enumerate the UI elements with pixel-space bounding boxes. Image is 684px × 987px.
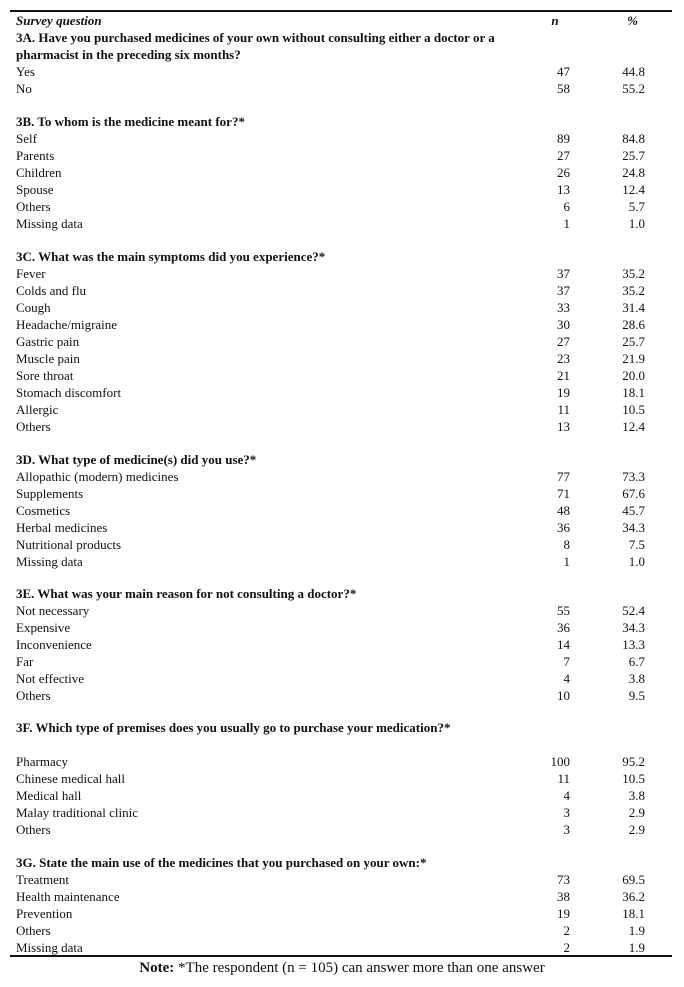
table-row	[0, 602, 684, 619]
row-label: Cough	[16, 300, 51, 315]
row-percent: 3.8	[628, 788, 645, 803]
row-label: Not necessary	[16, 603, 90, 618]
table-row	[0, 502, 684, 519]
row-n: 10	[557, 688, 570, 703]
row-n: 4	[563, 671, 570, 686]
row-label: Gastric pain	[16, 334, 80, 349]
row-n: 7	[563, 654, 570, 669]
row-n: 4	[563, 788, 570, 803]
row-percent: 10.5	[622, 771, 645, 786]
row-label: Malay traditional clinic	[16, 805, 139, 820]
row-n: 6	[563, 199, 570, 214]
row-label: Fever	[16, 266, 46, 281]
row-n: 58	[557, 81, 570, 96]
table-row	[0, 265, 684, 282]
row-n: 8	[563, 537, 570, 552]
row-label: Children	[16, 165, 62, 180]
row-n: 1	[563, 554, 570, 569]
table-row	[0, 619, 684, 636]
table-row	[0, 468, 684, 485]
row-percent: 52.4	[622, 603, 645, 618]
row-n: 36	[557, 620, 570, 635]
row-n: 11	[557, 771, 570, 786]
row-n: 13	[557, 182, 570, 197]
row-percent: 12.4	[622, 182, 645, 197]
table-row	[0, 333, 684, 350]
row-percent: 45.7	[622, 503, 645, 518]
row-percent: 1.0	[628, 554, 645, 569]
row-label: Colds and flu	[16, 283, 87, 298]
row-percent: 34.3	[622, 620, 645, 635]
row-label: Cosmetics	[16, 503, 71, 518]
table-row	[0, 553, 684, 570]
row-label: Self	[16, 131, 37, 146]
row-label: Nutritional products	[16, 537, 122, 552]
row-n: 73	[557, 872, 570, 887]
row-label: Sore throat	[16, 368, 74, 383]
table-row	[0, 888, 684, 905]
row-label: Chinese medical hall	[16, 771, 126, 786]
row-n: 89	[557, 131, 570, 146]
table-row	[0, 80, 684, 97]
row-percent: 73.3	[622, 469, 645, 484]
row-percent: 6.7	[628, 654, 645, 669]
table-row	[0, 536, 684, 553]
question-title: 3F. Which type of premises does you usually go to purchase your medication?*	[16, 720, 451, 735]
table-row	[0, 687, 684, 704]
header-question: Survey question	[16, 13, 102, 28]
row-n: 13	[557, 419, 570, 434]
row-label: Medical hall	[16, 788, 82, 803]
table-row	[0, 384, 684, 401]
row-label: Missing data	[16, 554, 83, 569]
question-title: 3B. To whom is the medicine meant for?*	[16, 114, 245, 129]
table-row	[0, 804, 684, 821]
row-n: 3	[563, 805, 570, 820]
row-n: 38	[557, 889, 570, 904]
row-label: Others	[16, 688, 51, 703]
table-row	[0, 316, 684, 333]
row-n: 2	[563, 923, 570, 938]
table-row	[0, 905, 684, 922]
row-percent: 20.0	[622, 368, 645, 383]
table-row	[0, 164, 684, 181]
row-n: 33	[557, 300, 570, 315]
table-row	[0, 787, 684, 804]
table-row	[0, 299, 684, 316]
row-n: 26	[557, 165, 570, 180]
row-n: 100	[550, 754, 570, 769]
row-n: 47	[557, 64, 570, 79]
table-row	[0, 753, 684, 770]
row-percent: 18.1	[622, 906, 645, 921]
row-percent: 10.5	[622, 402, 645, 417]
question-title: 3G. State the main use of the medicines that you purchased on your own:*	[16, 855, 427, 870]
row-n: 27	[557, 334, 570, 349]
row-label: Headache/migraine	[16, 317, 118, 332]
table-row	[0, 367, 684, 384]
row-label: Allopathic (modern) medicines	[16, 469, 179, 484]
row-percent: 84.8	[622, 131, 645, 146]
table-row	[0, 130, 684, 147]
row-percent: 12.4	[622, 419, 645, 434]
row-percent: 31.4	[622, 300, 645, 315]
table-row	[0, 282, 684, 299]
question-title: 3C. What was the main symptoms did you experience?*	[16, 249, 326, 264]
table-header	[0, 12, 684, 29]
row-n: 27	[557, 148, 570, 163]
note-label: Note:	[139, 960, 175, 976]
table-row	[0, 215, 684, 232]
header-n: n	[551, 13, 559, 28]
row-label: Prevention	[16, 906, 73, 921]
row-n: 30	[557, 317, 570, 332]
table-row	[0, 418, 684, 435]
row-percent: 35.2	[622, 283, 645, 298]
row-percent: 2.9	[628, 822, 645, 837]
row-label: Parents	[16, 148, 55, 163]
row-n: 36	[557, 520, 570, 535]
row-percent: 55.2	[622, 81, 645, 96]
row-percent: 1.9	[628, 923, 645, 938]
row-label: Not effective	[16, 671, 84, 686]
row-n: 48	[557, 503, 570, 518]
row-n: 1	[563, 216, 570, 231]
table-row	[0, 485, 684, 502]
row-n: 77	[557, 469, 570, 484]
row-n: 37	[557, 283, 570, 298]
row-percent: 25.7	[622, 334, 645, 349]
row-n: 19	[557, 385, 570, 400]
row-n: 37	[557, 266, 570, 281]
row-percent: 69.5	[622, 872, 645, 887]
row-n: 11	[557, 402, 570, 417]
table-note	[0, 958, 684, 978]
table-row	[0, 922, 684, 939]
row-percent: 9.5	[628, 688, 645, 703]
row-percent: 18.1	[622, 385, 645, 400]
row-percent: 28.6	[622, 317, 645, 332]
row-label: Others	[16, 923, 51, 938]
row-label: Yes	[16, 64, 35, 79]
row-n: 14	[557, 637, 570, 652]
table-row	[0, 939, 684, 956]
row-percent: 2.9	[628, 805, 645, 820]
row-label: Health maintenance	[16, 889, 120, 904]
row-percent: 95.2	[622, 754, 645, 769]
table-row	[0, 181, 684, 198]
row-label: Others	[16, 199, 51, 214]
row-percent: 7.5	[628, 537, 645, 552]
row-label: Expensive	[16, 620, 71, 635]
row-percent: 13.3	[622, 637, 645, 652]
table-row	[0, 519, 684, 536]
table-row	[0, 147, 684, 164]
row-label: No	[16, 81, 32, 96]
row-label: Missing data	[16, 216, 83, 231]
row-label: Others	[16, 822, 51, 837]
row-label: Stomach discomfort	[16, 385, 122, 400]
table-row	[0, 653, 684, 670]
row-label: Far	[16, 654, 34, 669]
header-percent: %	[627, 13, 638, 28]
row-label: Missing data	[16, 940, 83, 955]
table-bottom-rule	[10, 955, 672, 957]
table-row	[0, 401, 684, 418]
table-row	[0, 636, 684, 653]
row-n: 23	[557, 351, 570, 366]
row-percent: 36.2	[622, 889, 645, 904]
table-row	[0, 770, 684, 787]
row-percent: 67.6	[622, 486, 645, 501]
row-label: Muscle pain	[16, 351, 80, 366]
row-percent: 1.0	[628, 216, 645, 231]
row-label: Inconvenience	[16, 637, 92, 652]
question-title: 3A. Have you purchased medicines of your own without consulting either a doctor or a pharmacist in the preceding six months?	[16, 30, 495, 62]
question-title: 3E. What was your main reason for not consulting a doctor?*	[16, 586, 357, 601]
row-label: Supplements	[16, 486, 84, 501]
row-label: Others	[16, 419, 51, 434]
table-row	[0, 350, 684, 367]
row-label: Herbal medicines	[16, 520, 108, 535]
table-row	[0, 670, 684, 687]
row-percent: 25.7	[622, 148, 645, 163]
table-row	[0, 198, 684, 215]
row-percent: 1.9	[628, 940, 645, 955]
row-percent: 44.8	[622, 64, 645, 79]
row-label: Pharmacy	[16, 754, 68, 769]
row-label: Treatment	[16, 872, 69, 887]
table-row	[0, 821, 684, 838]
row-n: 21	[557, 368, 570, 383]
row-label: Allergic	[16, 402, 59, 417]
row-percent: 24.8	[622, 165, 645, 180]
row-percent: 3.8	[628, 671, 645, 686]
question-title: 3D. What type of medicine(s) did you use?*	[16, 452, 257, 467]
table-row	[0, 871, 684, 888]
row-label: Spouse	[16, 182, 54, 197]
table-row	[0, 63, 684, 80]
row-percent: 21.9	[622, 351, 645, 366]
row-n: 19	[557, 906, 570, 921]
row-n: 71	[557, 486, 570, 501]
row-n: 2	[563, 940, 570, 955]
note-text: *The respondent (n = 105) can answer more than one answer	[174, 960, 545, 976]
row-percent: 5.7	[628, 199, 645, 214]
row-n: 3	[563, 822, 570, 837]
row-percent: 34.3	[622, 520, 645, 535]
row-percent: 35.2	[622, 266, 645, 281]
row-n: 55	[557, 603, 570, 618]
